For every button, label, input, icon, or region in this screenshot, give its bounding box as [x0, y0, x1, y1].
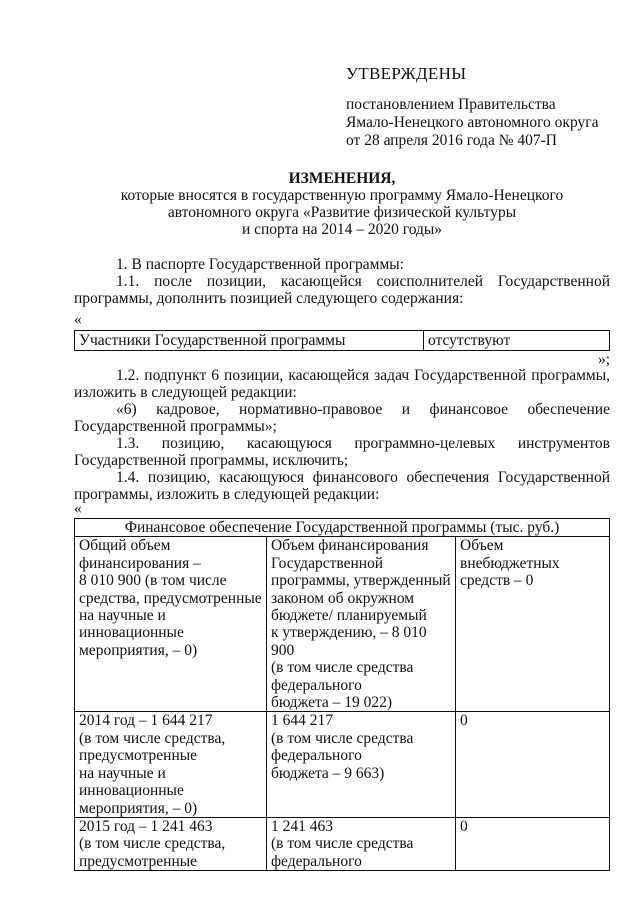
section-1-continued — [74, 367, 610, 503]
finance-cell: 0 — [456, 712, 610, 817]
quote-open-2: « — [74, 500, 82, 517]
participants-table — [74, 330, 610, 351]
table-row — [75, 537, 610, 712]
table-row — [75, 331, 610, 351]
table-row — [75, 519, 610, 537]
finance-cell: 1 241 463 (в том числе средства федерального — [267, 817, 456, 870]
item-1-2: 1.2. подпункт 6 позиции, касающейся задач Государственной программы, изложить в следующей редакции: — [74, 367, 610, 401]
quote-close-1: »; — [597, 351, 610, 368]
finance-cell: Объем внебюджетных средств – 0 — [456, 537, 610, 712]
title-line-2: автономного округа «Развитие физической культуры — [167, 204, 517, 221]
approval-line-2: Ямало-Ненецкого автономного округа — [346, 114, 599, 131]
finance-cell: 1 644 217 (в том числе средства федерального бюджета – 9 663) — [267, 712, 456, 817]
finance-table — [74, 518, 610, 871]
item-1-1: 1.1. после позиции, касающейся соисполнителей Государственной программы, дополнить позицией следующего содержания: — [74, 273, 610, 307]
approval-block — [346, 64, 598, 150]
participants-label: Участники Государственной программы — [75, 331, 424, 351]
finance-cell: 2014 год – 1 644 217 (в том числе средства, предусмотренные на научные и инновационные мероприятия, – 0) — [75, 712, 267, 817]
item-1-3: 1.3. позицию, касающуюся программно-целевых инструментов Государственной программы, исключить; — [74, 435, 610, 469]
title-line-3: и спорта на 2014 – 2020 годы» — [241, 221, 443, 238]
section-1 — [74, 256, 610, 307]
title-main: ИЗМЕНЕНИЯ, — [288, 170, 396, 187]
document-title — [74, 170, 610, 238]
item-1-4: 1.4. позицию, касающуюся финансового обеспечения Государственной программы, изложить в следующей редакции: — [74, 469, 610, 503]
approval-line-1: постановлением Правительства — [346, 96, 556, 113]
item-1-2-text: «6) кадровое, нормативно-правовое и финансовое обеспечение Государственной программы»; — [74, 401, 610, 435]
finance-cell: Объем финансирования Государственной программы, утвержденный законом об окружном бюджете/ планируемый к утверждению, – 8 010 900 (в том числе средства федерального бюджета – 19 022) — [267, 537, 456, 712]
participants-value: отсутствуют — [424, 331, 610, 351]
quote-open-1: « — [74, 311, 82, 328]
finance-cell: 2015 год – 1 241 463 (в том числе средства, предусмотренные — [75, 817, 267, 870]
section-1-heading: 1. В паспорте Государственной программы: — [116, 256, 404, 273]
title-line-1: которые вносятся в государственную программу Ямало-Ненецкого — [120, 187, 564, 204]
table-row — [75, 712, 610, 817]
approval-heading: УТВЕРЖДЕНЫ — [346, 64, 467, 83]
finance-cell: 0 — [456, 817, 610, 870]
approval-line-3: от 28 апреля 2016 года № 407-П — [346, 132, 557, 149]
finance-table-caption: Финансовое обеспечение Государственной программы (тыс. руб.) — [75, 519, 610, 537]
finance-cell: Общий объем финансирования – 8 010 900 (в том числе средства, предусмотренные на научные и инновационные мероприятия, – 0) — [75, 537, 267, 712]
table-row — [75, 817, 610, 870]
